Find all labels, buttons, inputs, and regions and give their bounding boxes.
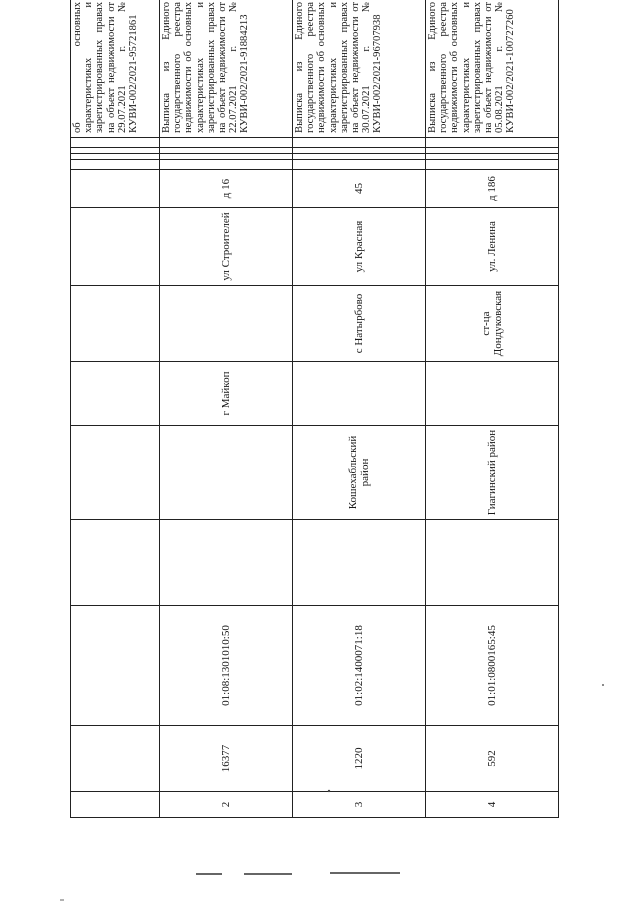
empty-cell [71,154,160,160]
district-cell: Кошехабльский район [293,426,426,520]
rotated-table-container [70,2,550,818]
district-cell [71,426,160,520]
area-cell: 592 [426,726,559,792]
street-cell: ул Красная [293,208,426,286]
city-cell [426,362,559,426]
empty-cell [426,148,559,154]
area-cell: 16377 [160,726,293,792]
table-row [160,0,293,818]
scan-speck [602,684,604,686]
empty-cell [160,154,293,160]
street-cell [71,208,160,286]
house-cell: 45 [293,170,426,208]
table-row [426,0,559,818]
extract-cell: Выписка из Единого государственного реестра недвижимости об основных характеристиках и зарегистрированных правах на объект недвижимости от 05.08.2021 г. № КУВИ-002/2021-100727260 [426,0,559,138]
house-cell: д 186 [426,170,559,208]
district-cell: Гиагинский район [426,426,559,520]
empty-cell [71,160,160,170]
street-cell: ул. Ленина [426,208,559,286]
empty-cell [426,160,559,170]
empty-cell [293,154,426,160]
extract-cell: об основных характеристиках и зарегистрированных правах на объект недвижимости от 29.07.2021 г. № КУВИ-002/2021-95721861 [71,0,160,138]
empty-cell [71,138,160,148]
cadastral-number-cell: 01:08:1301010:50 [160,606,293,726]
area-cell: 1220 [293,726,426,792]
cadastral-number-cell: 01:02:1400071:18 [293,606,426,726]
row-number-cell [71,792,160,818]
extract-cell: Выписка из Единого государственного реестра недвижимости об основных характеристиках и зарегистрированных правах на объект недвижимости от 30.07.2021 г. № КУВИ-002/2021-96707938 [293,0,426,138]
empty-cell [160,520,293,606]
empty-cell [71,520,160,606]
table-row [293,0,426,818]
settlement-cell: с Натырбово [293,286,426,362]
row-number-cell: 3 [293,792,426,818]
city-cell [293,362,426,426]
empty-cell [293,148,426,154]
area-cell [71,726,160,792]
settlement-cell [160,286,293,362]
empty-cell [71,148,160,154]
city-cell: г Майкоп [160,362,293,426]
house-cell: д 16 [160,170,293,208]
cadastral-number-cell: 01:01:0800165:45 [426,606,559,726]
extract-cell: Выписка из Единого государственного реестра недвижимости об основных характеристиках и зарегистрированных правах на объект недвижимости от 22.07.2021 г. № КУВИ-002/2021-91884213 [160,0,293,138]
empty-cell [426,154,559,160]
empty-cell [426,520,559,606]
house-cell [71,170,160,208]
street-cell: ул Строителей [160,208,293,286]
city-cell [71,362,160,426]
empty-cell [293,160,426,170]
row-number-cell: 2 [160,792,293,818]
empty-cell [160,138,293,148]
settlement-cell: ст-ца Дондуковская [426,286,559,362]
empty-cell [426,138,559,148]
row-number-cell: 4 [426,792,559,818]
property-register-table [70,0,559,818]
empty-cell [293,138,426,148]
empty-cell [293,520,426,606]
district-cell [160,426,293,520]
settlement-cell [71,286,160,362]
empty-cell [160,160,293,170]
cadastral-number-cell [71,606,160,726]
table-row [71,0,160,818]
empty-cell [160,148,293,154]
